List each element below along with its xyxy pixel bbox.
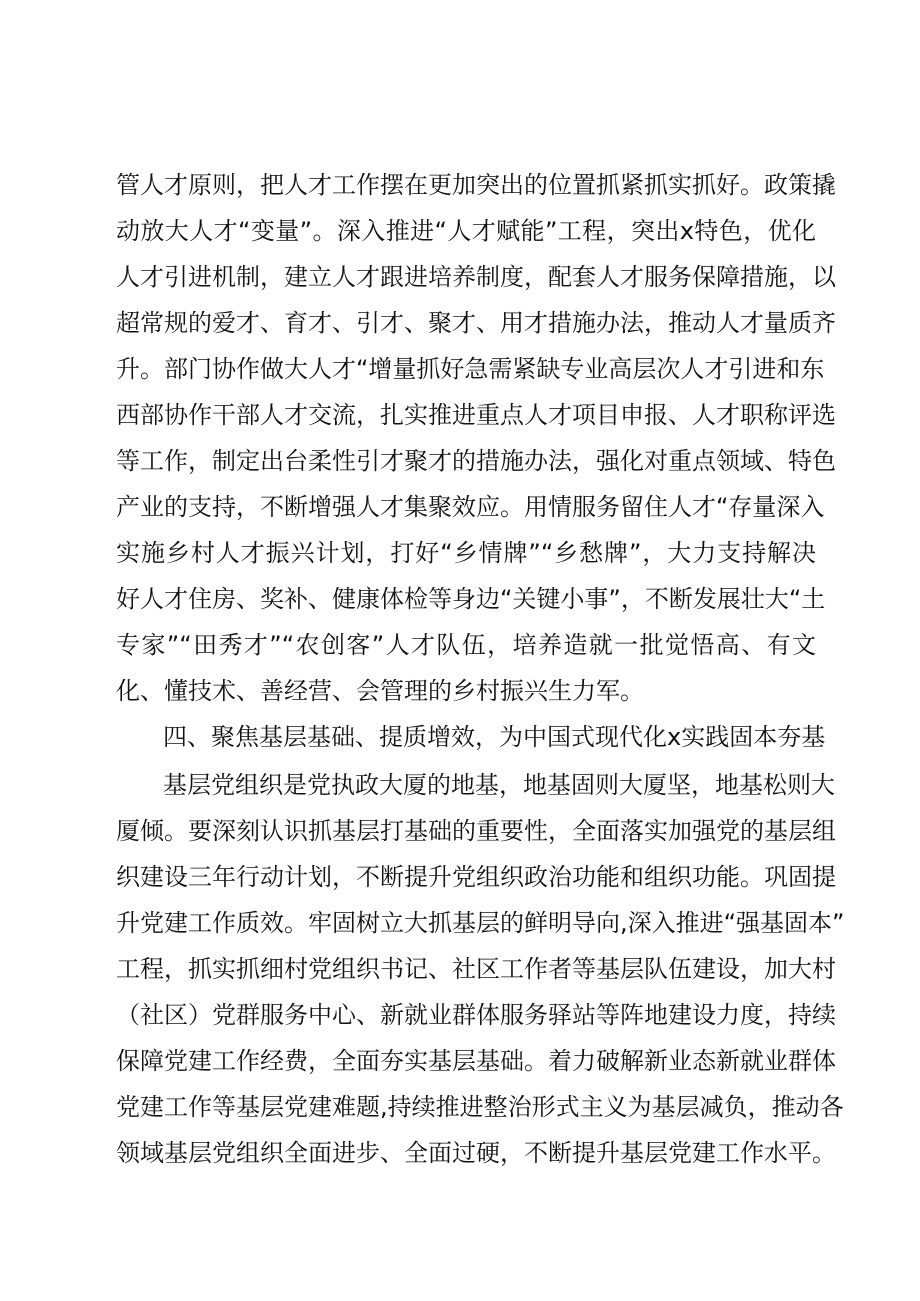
paragraph-2-line-3: 织建设三年行动计划，不断提升党组织政治功能和组织功能。巩固提 — [116, 863, 836, 891]
paragraph-1-line-3: 人才引进机制，建立人才跟进培养制度，配套人才服务保障措施，以 — [116, 263, 836, 291]
paragraph-1-line-2: 动放大人才“变量”。深入推进“人才赋能”工程，突出x特色，优化 — [116, 217, 816, 245]
paragraph-1-line-4: 超常规的爱才、育才、引才、聚才、用才措施办法，推动人才量质齐 — [116, 309, 836, 337]
paragraph-2-line-7: 保障党建工作经费，全面夯实基层基础。着力破解新业态新就业群体 — [116, 1047, 836, 1075]
paragraph-1-line-12: 化、懂技术、善经营、会管理的乡村振兴生力军。 — [116, 677, 644, 705]
paragraph-1-line-1: 管人才原则，把人才工作摆在更加突出的位置抓紧抓实抓好。政策撬 — [116, 171, 836, 199]
paragraph-1-line-11: 专家”“田秀才”“农创客”人才队伍，培养造就一批觉悟高、有文 — [116, 631, 816, 659]
paragraph-2-line-9: 领域基层党组织全面进步、全面过硬，不断提升基层党建工作水平。 — [116, 1139, 836, 1167]
section-heading: 四、聚焦基层基础、提质增效，为中国式现代化x实践固本夯基 — [163, 723, 826, 751]
paragraph-2-line-8: 党建工作等基层党建难题,持续推进整治形式主义为基层减负，推动各 — [116, 1093, 844, 1121]
paragraph-2-line-5: 工程，抓实抓细村党组织书记、社区工作者等基层队伍建设，加大村 — [116, 955, 836, 983]
paragraph-1-line-10: 好人才住房、奖补、健康体检等身边“关键小事”，不断发展壮大“土 — [116, 585, 826, 613]
paragraph-1-line-6: 西部协作干部人才交流，扎实推进重点人才项目申报、人才职称评选 — [116, 401, 836, 429]
paragraph-2-line-1: 基层党组织是党执政大厦的地基，地基固则大厦坚，地基松则大 — [163, 771, 835, 799]
paragraph-1-line-7: 等工作，制定出台柔性引才聚才的措施办法，强化对重点领域、特色 — [116, 447, 836, 475]
paragraph-1-line-9: 实施乡村人才振兴计划，打好“乡情牌”“乡愁牌”，大力支持解决 — [116, 539, 816, 567]
paragraph-1-line-8: 产业的支持，不断增强人才集聚效应。用情服务留住人才“存量深入 — [116, 493, 825, 521]
paragraph-1-line-5: 升。部门协作做大人才“增量抓好急需紧缺专业高层次人才引进和东 — [116, 355, 825, 383]
paragraph-2-line-6: （社区）党群服务中心、新就业群体服务驿站等阵地建设力度，持续 — [116, 1001, 836, 1029]
paragraph-2-line-2: 厦倾。要深刻认识抓基层打基础的重要性，全面落实加强党的基层组 — [116, 817, 836, 845]
paragraph-2-line-4: 升党建工作质效。牢固树立大抓基层的鲜明导向,深入推进“强基固本” — [116, 909, 845, 937]
